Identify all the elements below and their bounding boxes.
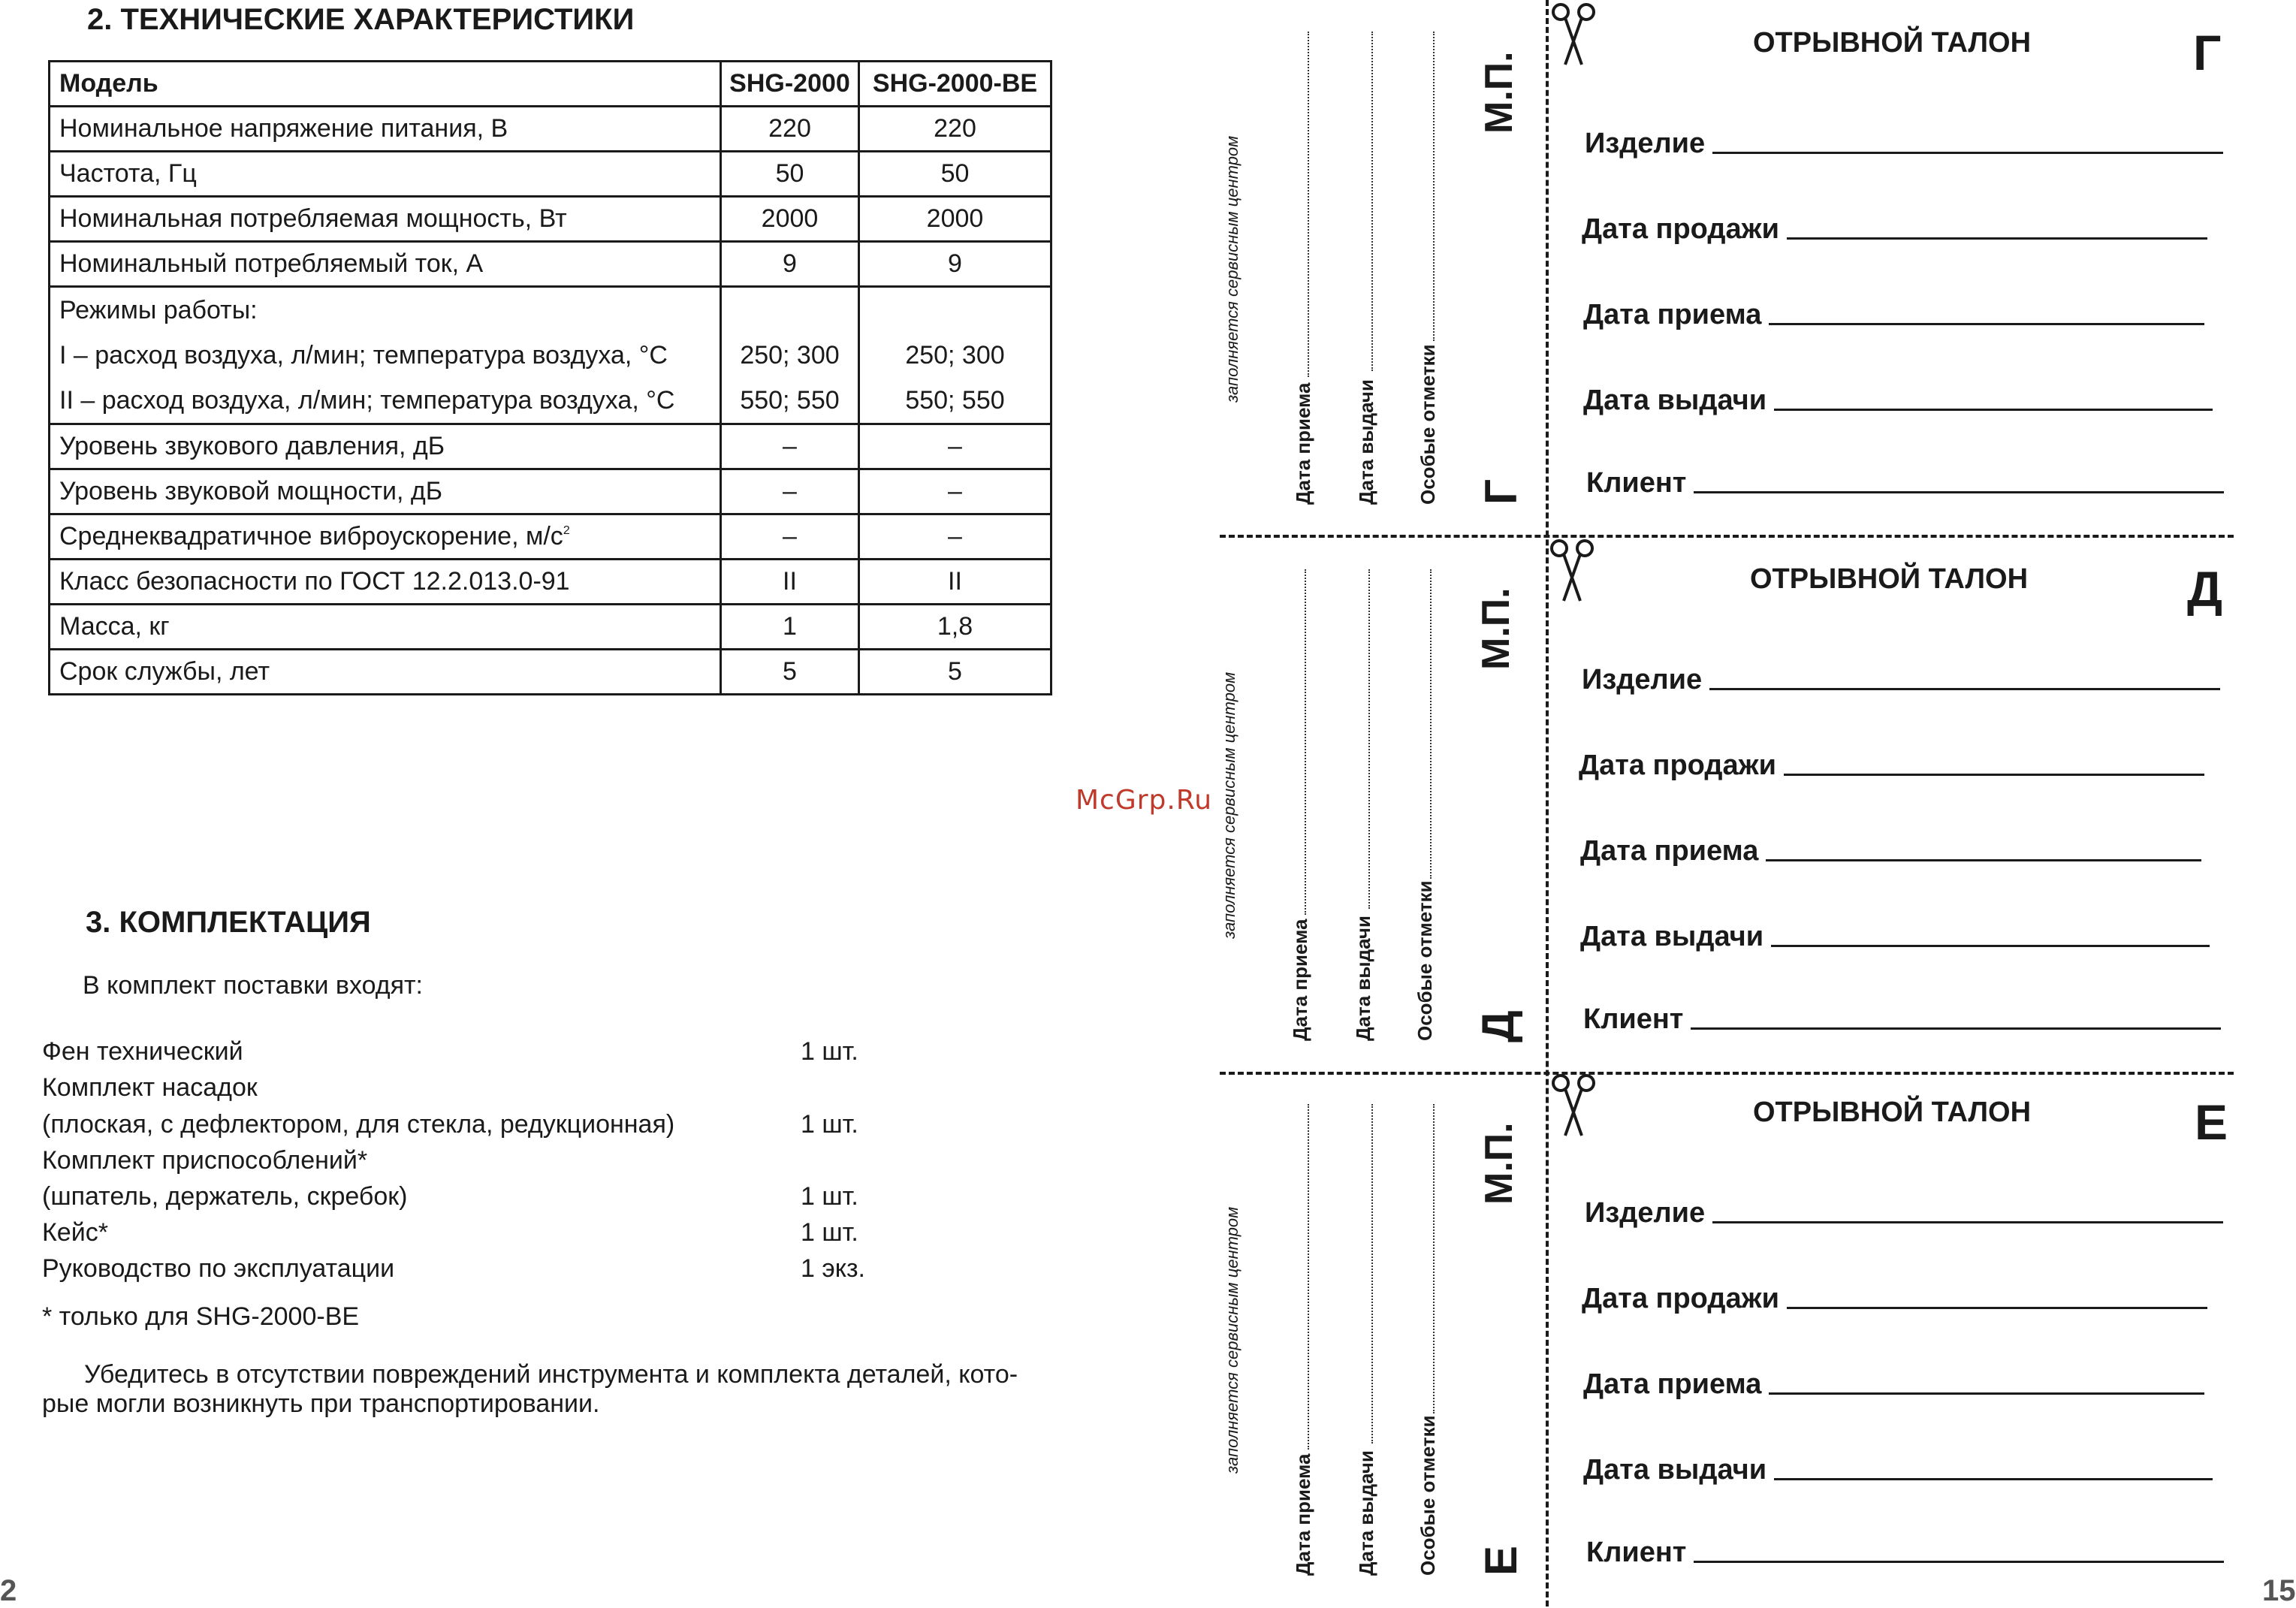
kit-item-name: Кейс* xyxy=(42,1218,108,1247)
cut-line-vertical xyxy=(1546,0,1549,1606)
row-value-a: 2000 xyxy=(721,197,859,242)
row-label: Уровень звукового давления, дБ xyxy=(50,424,721,469)
table-row xyxy=(50,560,1051,605)
table-header-row xyxy=(50,62,1051,107)
table-row xyxy=(50,514,1051,560)
stub-special-notes: Особые отметки xyxy=(1414,880,1436,1041)
kit-item-name: (плоская, с дефлектором, для стекла, редукционная) xyxy=(42,1110,675,1139)
section3-title: 3. КОМПЛЕКТАЦИЯ xyxy=(86,906,371,939)
field-sale-date[interactable] xyxy=(1582,213,2207,246)
row-label: Масса, кг xyxy=(50,605,721,650)
row-label: Срок службы, лет xyxy=(50,650,721,695)
row-value-a: 220 xyxy=(721,107,859,152)
stub-letter: Г xyxy=(1476,478,1526,505)
field-label: Дата продажи xyxy=(1582,213,1779,245)
stub-special-notes: Особые отметки xyxy=(1417,1415,1439,1576)
modes-label-cell xyxy=(50,287,721,424)
kit-item-name: Комплект насадок xyxy=(42,1073,258,1102)
mode-2-value-a: 550; 550 xyxy=(740,386,840,415)
list-item xyxy=(42,1033,868,1069)
list-item xyxy=(42,1250,868,1287)
table-row xyxy=(50,605,1051,650)
row-label: Уровень звуковой мощности, дБ xyxy=(50,469,721,514)
row-value-a: 5 xyxy=(721,650,859,695)
list-item xyxy=(42,1178,868,1214)
kit-item-name: (шпатель, держатель, скребок) xyxy=(42,1182,408,1211)
field-issue-date[interactable] xyxy=(1580,921,2210,953)
field-product[interactable] xyxy=(1585,128,2223,160)
spec-table xyxy=(48,60,1052,695)
kit-item-name: Комплект приспособлений* xyxy=(42,1146,368,1175)
table-row-modes xyxy=(50,287,1051,424)
coupon-letter: Д xyxy=(2187,561,2223,617)
stub-dotted-line xyxy=(1368,569,1370,909)
stub-dotted-line xyxy=(1433,32,1435,341)
field-issue-date[interactable] xyxy=(1583,1454,2213,1486)
field-label: Дата выдачи xyxy=(1583,1454,1767,1486)
scissors-icon xyxy=(1546,538,1598,605)
stub-dotted-line xyxy=(1308,1104,1309,1450)
stub-date-issued: Дата выдачи xyxy=(1355,1450,1377,1576)
table-row xyxy=(50,197,1051,242)
field-label: Изделие xyxy=(1585,1197,1706,1229)
section2-title: 2. ТЕХНИЧЕСКИЕ ХАРАКТЕРИСТИКИ xyxy=(87,3,635,36)
row-label: Частота, Гц xyxy=(50,152,721,197)
row-value-a: 9 xyxy=(721,242,859,287)
field-label: Изделие xyxy=(1585,128,1706,159)
stub-dotted-line xyxy=(1305,569,1306,915)
stub-dotted-line xyxy=(1308,32,1309,377)
field-product[interactable] xyxy=(1585,1197,2223,1229)
table-row xyxy=(50,424,1051,469)
kit-item-qty: 1 шт. xyxy=(801,1110,858,1139)
field-label: Клиент xyxy=(1586,1537,1687,1568)
kit-item-qty: 1 шт. xyxy=(801,1182,858,1211)
field-label: Клиент xyxy=(1583,1003,1684,1035)
field-label: Дата приема xyxy=(1583,1368,1762,1400)
stub-dotted-line xyxy=(1371,1104,1373,1444)
coupon-letter: Е xyxy=(2195,1094,2228,1150)
row-value-b: 5 xyxy=(859,650,1051,695)
row-value-b: II xyxy=(859,560,1051,605)
stub-dotted-line xyxy=(1430,569,1432,879)
list-item xyxy=(42,1214,868,1250)
stub-date-received: Дата приема xyxy=(1289,919,1311,1041)
kit-item-qty: 1 шт. xyxy=(801,1218,858,1247)
stub-service-note: заполняется сервисным центром xyxy=(1220,671,1239,939)
coupon-title: ОТРЫВНОЙ ТАЛОН xyxy=(1753,27,2032,59)
mode-2-label: II – расход воздуха, л/мин; температура воздуха, °С xyxy=(59,386,675,415)
row-value-a: – xyxy=(721,469,859,514)
stub-date-received: Дата приема xyxy=(1292,1453,1314,1576)
field-label: Дата приема xyxy=(1580,835,1759,867)
row-label: Номинальный потребляемый ток, А xyxy=(50,242,721,287)
stub-stamp: М.П. xyxy=(1477,1122,1521,1205)
stub-letter: Е xyxy=(1476,1545,1526,1576)
row-value-b: 2000 xyxy=(859,197,1051,242)
page-number-left: 2 xyxy=(0,1574,17,1607)
kit-intro: В комплект поставки входят: xyxy=(83,971,424,1000)
mode-1-label: I – расход воздуха, л/мин; температура воздуха, °С xyxy=(59,341,668,370)
field-client[interactable] xyxy=(1586,1537,2224,1569)
modes-label: Режимы работы: xyxy=(59,296,258,324)
watermark: McGrp.Ru xyxy=(1076,785,1213,816)
mode-1-value-a: 250; 300 xyxy=(740,341,840,370)
row-value-b: – xyxy=(859,514,1051,560)
closing-line-2: рые могли возникнуть при транспортировании. xyxy=(42,1389,600,1418)
row-value-b: – xyxy=(859,469,1051,514)
row-value-b: 50 xyxy=(859,152,1051,197)
field-label: Изделие xyxy=(1582,664,1703,695)
field-label: Дата выдачи xyxy=(1583,385,1767,416)
list-item xyxy=(42,1142,868,1178)
row-value-a: 1 xyxy=(721,605,859,650)
table-row xyxy=(50,107,1051,152)
row-value-a: II xyxy=(721,560,859,605)
stub-dotted-line xyxy=(1371,32,1373,371)
table-row xyxy=(50,469,1051,514)
field-receive-date[interactable] xyxy=(1580,835,2201,867)
stub-stamp: М.П. xyxy=(1477,51,1521,134)
row-value-b: – xyxy=(859,424,1051,469)
superscript: 2 xyxy=(563,524,570,537)
field-label: Дата выдачи xyxy=(1580,921,1764,952)
field-product[interactable] xyxy=(1582,664,2220,696)
footnote: * только для SHG-2000-BE xyxy=(42,1302,360,1331)
scissors-icon xyxy=(1547,1073,1600,1140)
field-issue-date[interactable] xyxy=(1583,385,2213,417)
row-label: Номинальное напряжение питания, В xyxy=(50,107,721,152)
mode-1-value-b: 250; 300 xyxy=(905,341,1005,370)
list-item xyxy=(42,1106,868,1142)
table-row xyxy=(50,650,1051,695)
field-sale-date[interactable] xyxy=(1582,1283,2207,1315)
page-number-right: 15 xyxy=(2262,1574,2296,1607)
field-label: Дата приема xyxy=(1583,299,1762,330)
row-value-b: 220 xyxy=(859,107,1051,152)
row-value-a: – xyxy=(721,514,859,560)
stub-date-received: Дата приема xyxy=(1292,382,1314,505)
field-label: Дата продажи xyxy=(1579,750,1776,781)
list-item xyxy=(42,1069,868,1106)
header-model: Модель xyxy=(50,62,721,107)
stub-stamp: М.П. xyxy=(1474,587,1518,670)
cut-line-horizontal xyxy=(1220,535,2234,538)
modes-values-b xyxy=(859,287,1051,424)
field-sale-date[interactable] xyxy=(1579,750,2204,782)
row-label: Класс безопасности по ГОСТ 12.2.013.0-91 xyxy=(50,560,721,605)
row-value-b: 1,8 xyxy=(859,605,1051,650)
row-value-b: 9 xyxy=(859,242,1051,287)
field-client[interactable] xyxy=(1583,1003,2221,1036)
field-label: Дата продажи xyxy=(1582,1283,1779,1314)
row-value-a: – xyxy=(721,424,859,469)
field-receive-date[interactable] xyxy=(1583,299,2204,331)
header-shg2000be: SHG-2000-BE xyxy=(859,62,1051,107)
stub-service-note: заполняется сервисным центром xyxy=(1223,1206,1242,1474)
mode-2-value-b: 550; 550 xyxy=(905,386,1005,415)
modes-values-a xyxy=(721,287,859,424)
header-shg2000: SHG-2000 xyxy=(721,62,859,107)
cut-line-horizontal xyxy=(1220,1072,2234,1075)
closing-line-1: Убедитесь в отсутствии повреждений инструмента и комплекта деталей, кото- xyxy=(84,1360,1018,1389)
coupon-title: ОТРЫВНОЙ ТАЛОН xyxy=(1753,1097,2032,1128)
stub-special-notes: Особые отметки xyxy=(1417,344,1439,505)
table-row xyxy=(50,152,1051,197)
field-client[interactable] xyxy=(1586,467,2224,499)
scissors-icon xyxy=(1547,2,1600,69)
stub-date-issued: Дата выдачи xyxy=(1355,379,1377,505)
table-row xyxy=(50,242,1051,287)
row-label: Номинальная потребляемая мощность, Вт xyxy=(50,197,721,242)
stub-service-note: заполняется сервисным центром xyxy=(1223,135,1242,403)
field-receive-date[interactable] xyxy=(1583,1368,2204,1401)
kit-item-qty: 1 шт. xyxy=(801,1037,858,1066)
kit-item-name: Руководство по эксплуатации xyxy=(42,1254,395,1283)
stub-dotted-line xyxy=(1433,1104,1435,1413)
kit-item-name: Фен технический xyxy=(42,1037,243,1066)
kit-item-qty: 1 экз. xyxy=(801,1254,865,1283)
stub-letter: Д xyxy=(1473,1010,1523,1042)
coupon-title: ОТРЫВНОЙ ТАЛОН xyxy=(1750,563,2029,595)
field-label: Клиент xyxy=(1586,467,1687,499)
row-label: Среднеквадратичное виброускорение, м/с xyxy=(59,522,563,551)
row-label-cell xyxy=(50,514,721,560)
stub-date-issued: Дата выдачи xyxy=(1352,916,1374,1041)
row-value-a: 50 xyxy=(721,152,859,197)
coupon-letter: Г xyxy=(2193,25,2222,80)
